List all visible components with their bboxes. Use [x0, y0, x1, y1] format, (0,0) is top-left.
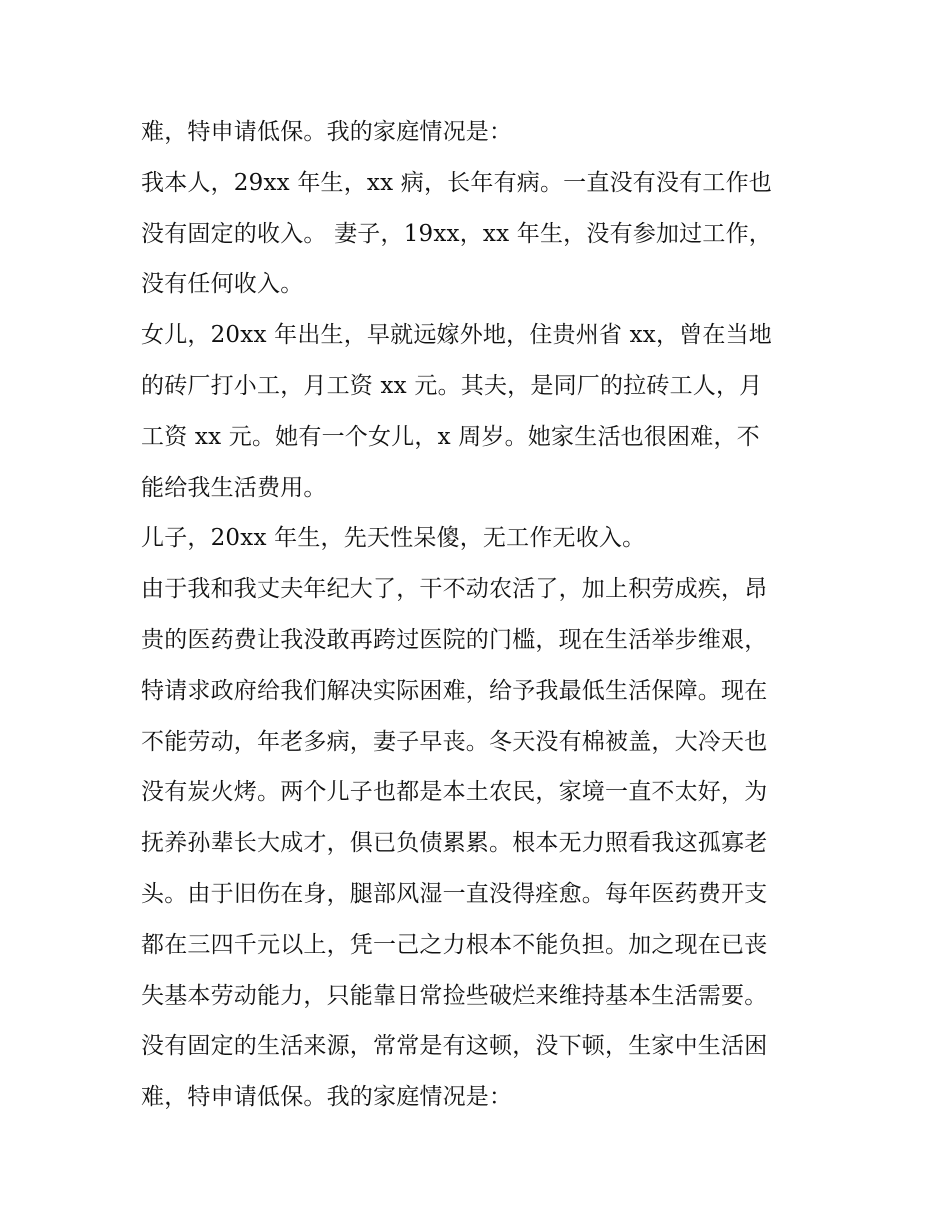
- text-line: 都在三四千元以上，凭一己之力根本不能负担。加之现在已丧: [141, 931, 768, 958]
- text-line: 没有炭火烤。两个儿子也都是本土农民，家境一直不太好，为: [141, 779, 768, 806]
- text-line: 特请求政府给我们解决实际困难，给予我最低生活保障。现在: [141, 677, 768, 704]
- text-line: 由于我和我丈夫年纪大了，干不动农活了，加上积劳成疾，昂: [141, 576, 768, 603]
- text-line: 儿子，20xx 年生，先天性呆傻，无工作无收入。: [141, 525, 646, 552]
- text-line: 工资 xx 元。她有一个女儿，x 周岁。她家生活也很困难，不: [141, 423, 760, 450]
- text-line: 难，特申请低保。我的家庭情况是：: [141, 119, 513, 145]
- text-line: 没有固定的收入。 妻子，19xx，xx 年生，没有参加过工作，: [141, 220, 772, 247]
- text-line: 能给我生活费用。: [141, 474, 327, 501]
- text-line: 的砖厂打小工，月工资 xx 元。其夫，是同厂的拉砖工人，月: [141, 372, 763, 399]
- text-line: 失基本劳动能力，只能靠日常捡些破烂来维持基本生活需要。: [141, 982, 768, 1009]
- text-line: 头。由于旧伤在身，腿部风湿一直没得痊愈。每年医药费开支: [141, 880, 768, 907]
- text-line: 我本人，29xx 年生，xx 病，长年有病。一直没有没有工作也: [141, 169, 772, 196]
- text-line: 没有任何收入。: [141, 271, 304, 298]
- text-line: 难，特申请低保。我的家庭情况是：: [141, 1084, 513, 1111]
- text-line: 不能劳动，年老多病，妻子早丧。冬天没有棉被盖，大冷天也: [141, 728, 768, 755]
- document-body: [141, 107, 821, 1123]
- text-line: 抚养孙辈长大成才，俱已负债累累。根本无力照看我这孤寡老: [141, 830, 768, 857]
- text-line: 贵的医药费让我没敢再跨过医院的门槛，现在生活举步维艰，: [141, 626, 768, 653]
- text-line: 没有固定的生活来源，常常是有这顿，没下顿，生家中生活困: [141, 1033, 768, 1060]
- text-line: 女儿，20xx 年出生，早就远嫁外地，住贵州省 xx，曾在当地: [141, 322, 772, 349]
